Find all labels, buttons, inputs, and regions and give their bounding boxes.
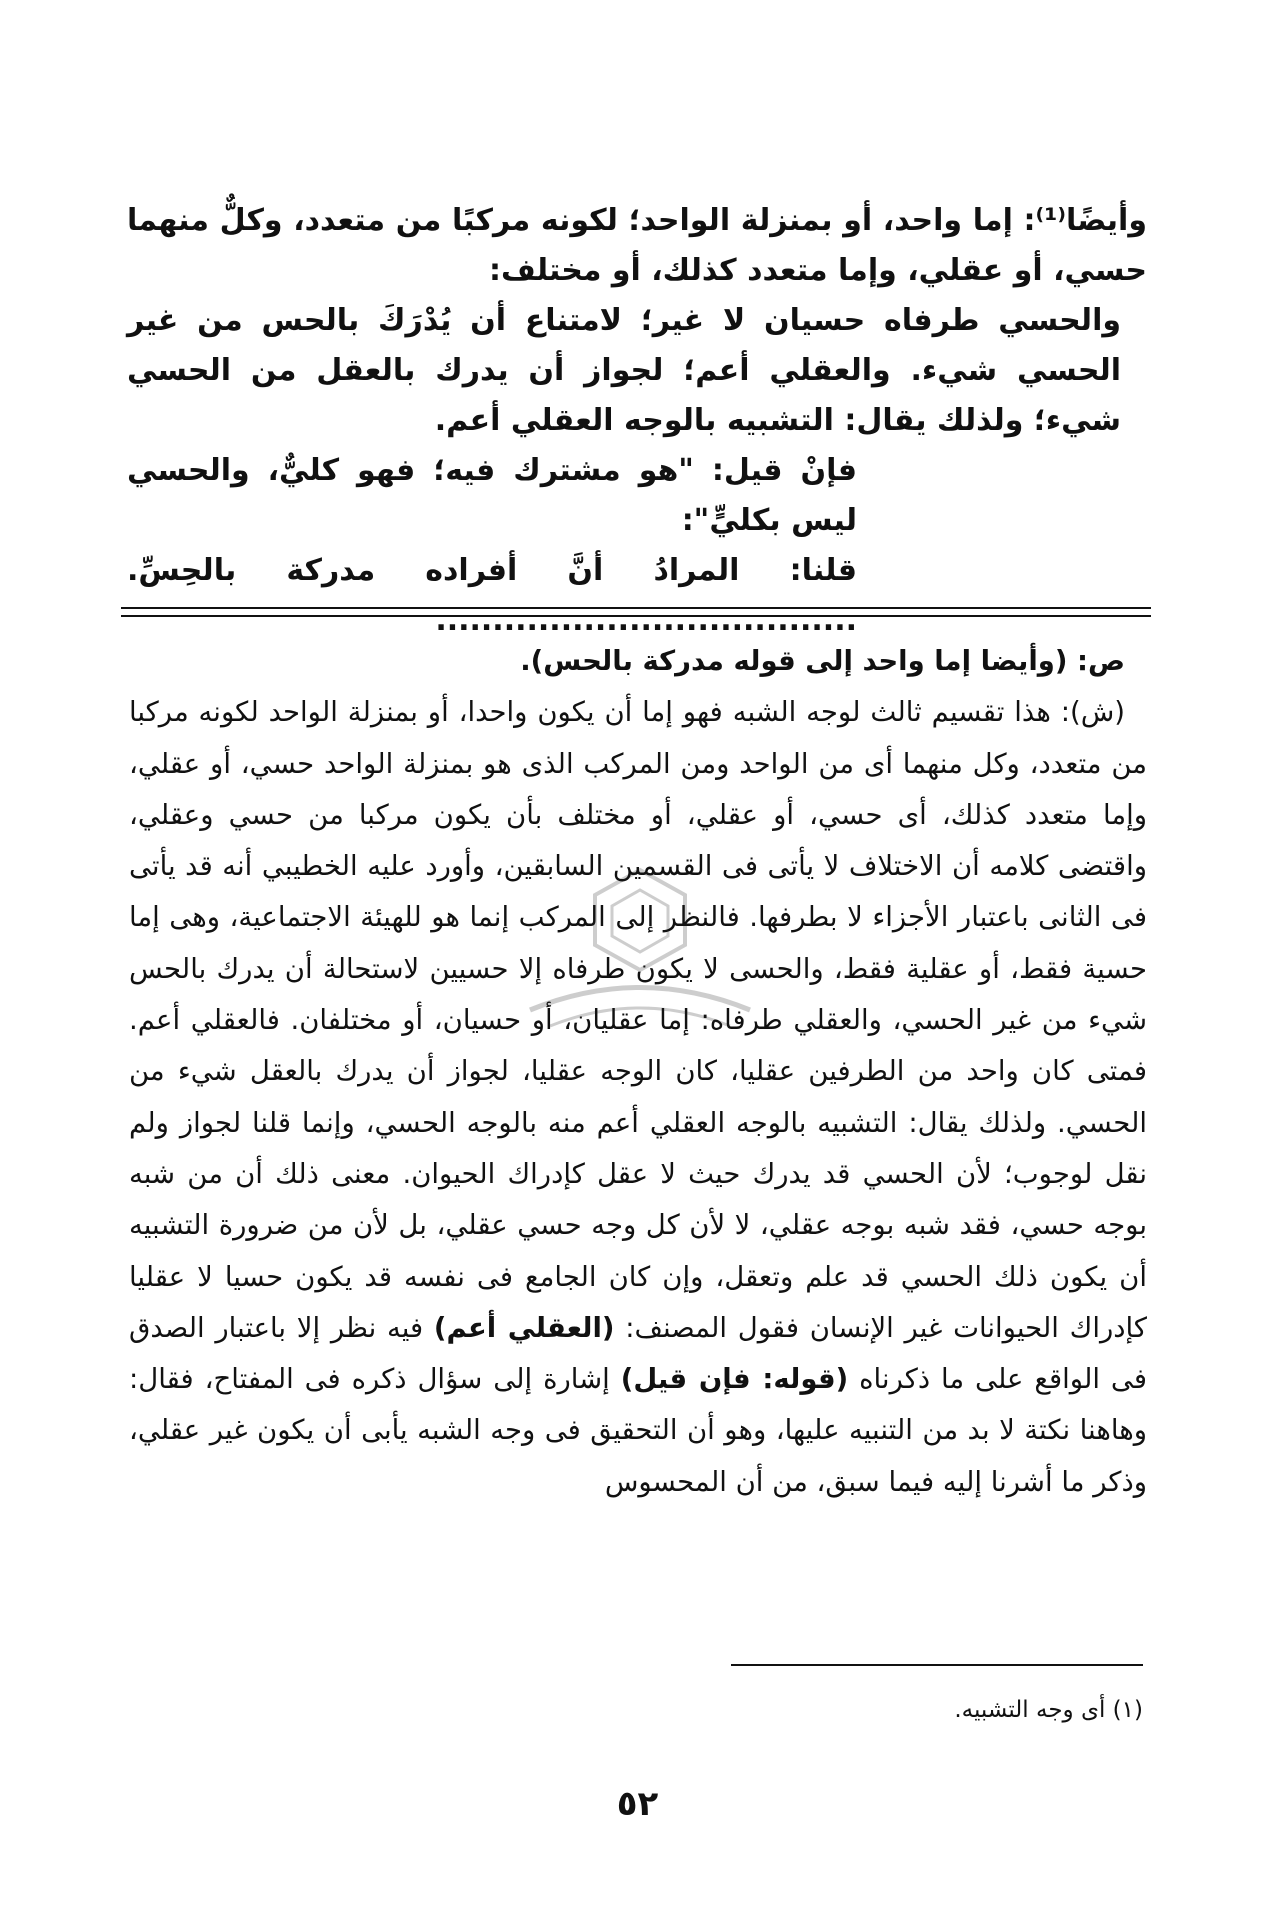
commentary-text-1: (ش): هذا تقسيم ثالث لوجه الشبه فهو إما أن يكون واحدا، أو بمنزلة الواحد لكونه مركبا من متعدد، وكل منهما أى من الواحد ومن المركب الذى هو بمنزلة الواحد حسي، أو عقلي، وإما متعدد كذلك، أى حسي، أو عقلي، أو مختلف بأن يكون مركبا من حسي وعقلي، واقتضى كلامه أن الاختلاف لا يأتى فى القسمين السابقين، وأورد عليه الخطيبي أنه قد يأتى فى الثانى باعتبار الأجزاء لا بطرفها. فالنظر إلى المركب إنما هو للهيئة الاجتماعية، وهى إما حسية فقط، أو عقلية فقط، والحسى لا يكون طرفاه إلا حسيين لاستحالة أن يدرك بالحس شيء من غير الحسي، والعقلي طرفاه: إما عقليان، أو حسيان، أو مختلفان. فالعقلي أعم. فمتى كان واحد من الطرفين عقليا، كان الوجه عقليا، لجواز أن يدرك بالعقل شيء من الحسي. ولذلك يقال: التشبيه بالوجه العقلي أعم منه بالوجه الحسي، وإنما قلنا لجواز ولم نقل لوجوب؛ لأن الحسي قد يدرك حيث لا عقل كإدراك الحيوان. معنى ذلك أن من شبه بوجه حسي، فقد شبه بوجه عقلي، لا لأن كل وجه حسي عقلي، بل لأن من ضرورة التشبيه أن يكون ذلك الحسي قد علم وتعقل، وإن كان الجامع فى نفسه قد يكون حسيا لا عقليا كإدراك الحيوانات غير الإنسان فقول المصنف: [129,696,1147,1344]
commentary-text-2: فيه نظر إلا باعتبار الصدق فى الواقع على ما ذكرناه [129,1311,1147,1396]
commentary-block [129,636,1147,1508]
matn-answer-text: قلنا: المرادُ أنَّ أفراده مدركة بالحِسِّ. [127,553,857,588]
matn-text-block [127,196,1147,646]
matn-line-1: وأيضًا⁽¹⁾: إما واحد، أو بمنزلة الواحد؛ لكونه مركبًا من متعدد، وكلٌّ منهما حسي، أو عقلي، وإما متعدد كذلك، أو مختلف: [127,203,1147,288]
matn-answer [127,546,1147,646]
commentary-quote-1: (العقلي أعم) [433,1311,615,1344]
footnote-rule [731,1664,1143,1666]
commentary-paragraph [129,687,1147,1508]
footnote: (١) أى وجه التشبيه. [954,1697,1143,1723]
matn-objection: فإنْ قيل: "هو مشترك فيه؛ فهو كليٌّ، والحسي ليس بكليٍّ": [127,453,857,538]
separator-rule-top [121,607,1151,609]
matn-dots: ..................................... [435,603,857,638]
commentary-text-3: إشارة إلى سؤال ذكره فى المفتاح، فقال: وهاهنا نكتة لا بد من التنبيه عليها، وهو أن التحقيق فى وجه الشبه يأبى أن يكون غير عقلي، وذكر ما أشرنا إليه فيما سبق، من أن المحسوس [129,1363,1147,1498]
matn-line-2: والحسي طرفاه حسيان لا غير؛ لامتناع أن يُدْرَكَ بالحس من غير الحسي شيء. والعقلي أعم؛ لجواز أن يدرك بالعقل من الحسي شيء؛ ولذلك يقال: التشبيه بالوجه العقلي أعم. [127,303,1121,438]
page-number: ٥٢ [616,1784,659,1824]
commentary-quote-2: (قوله: فإن قيل) [620,1363,849,1396]
separator-rule-bottom [121,615,1151,617]
library-watermark-icon [510,860,770,1040]
commentary-heading: ص: (وأيضا إما واحد إلى قوله مدركة بالحس). [520,645,1125,677]
